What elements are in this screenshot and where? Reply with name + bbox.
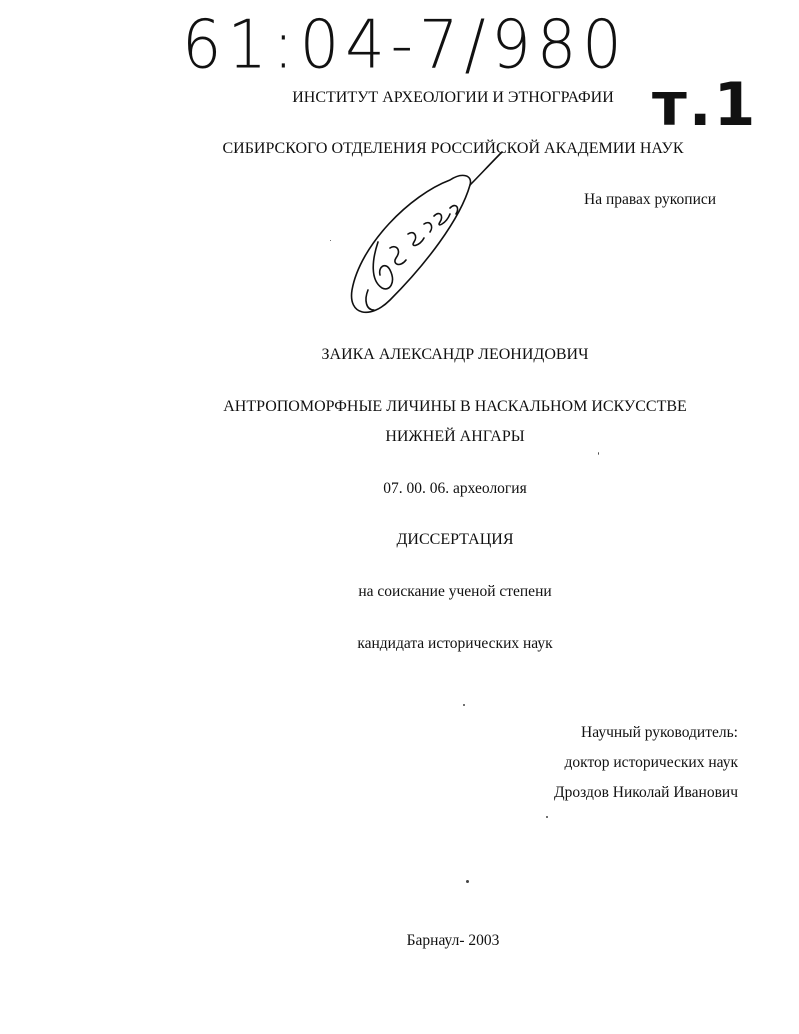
dissertation-title-line2: НИЖНЕЙ АНГАРЫ [385, 428, 525, 445]
handwritten-shelf-mark: 61:04-7/980 [182, 5, 628, 84]
degree-line1: на соискание ученой степени [358, 583, 552, 600]
supervisor-degree: доктор исторических наук [564, 754, 738, 771]
author-signature [330, 150, 520, 325]
institute-name-line1: ИНСТИТУТ АРХЕОЛОГИИ И ЭТНОГРАФИИ [292, 89, 614, 106]
document-type: ДИССЕРТАЦИЯ [396, 531, 514, 548]
dissertation-title-line1: АНТРОПОМОРФНЫЕ ЛИЧИНЫ В НАСКАЛЬНОМ ИСКУССТВЕ [223, 398, 687, 415]
scan-speck [598, 452, 599, 455]
institute-name-line2: СИБИРСКОГО ОТДЕЛЕНИЯ РОССИЙСКОЙ АКАДЕМИИ НАУК [222, 140, 684, 157]
supervisor-label: Научный руководитель: [581, 724, 738, 741]
city-year: Барнаул- 2003 [406, 932, 500, 949]
author-name: ЗАИКА АЛЕКСАНДР ЛЕОНИДОВИЧ [321, 346, 589, 363]
scan-speck [546, 816, 548, 818]
specialty-code: 07. 00. 06. археология [383, 480, 527, 497]
scan-speck [466, 880, 469, 883]
degree-line2: кандидата исторических наук [357, 635, 553, 652]
scan-speck [330, 240, 331, 241]
handwritten-volume-mark: т.1 [652, 70, 758, 140]
scan-speck [463, 704, 465, 706]
manuscript-rights-note: На правах рукописи [584, 191, 717, 208]
supervisor-name: Дроздов Николай Иванович [554, 784, 738, 801]
